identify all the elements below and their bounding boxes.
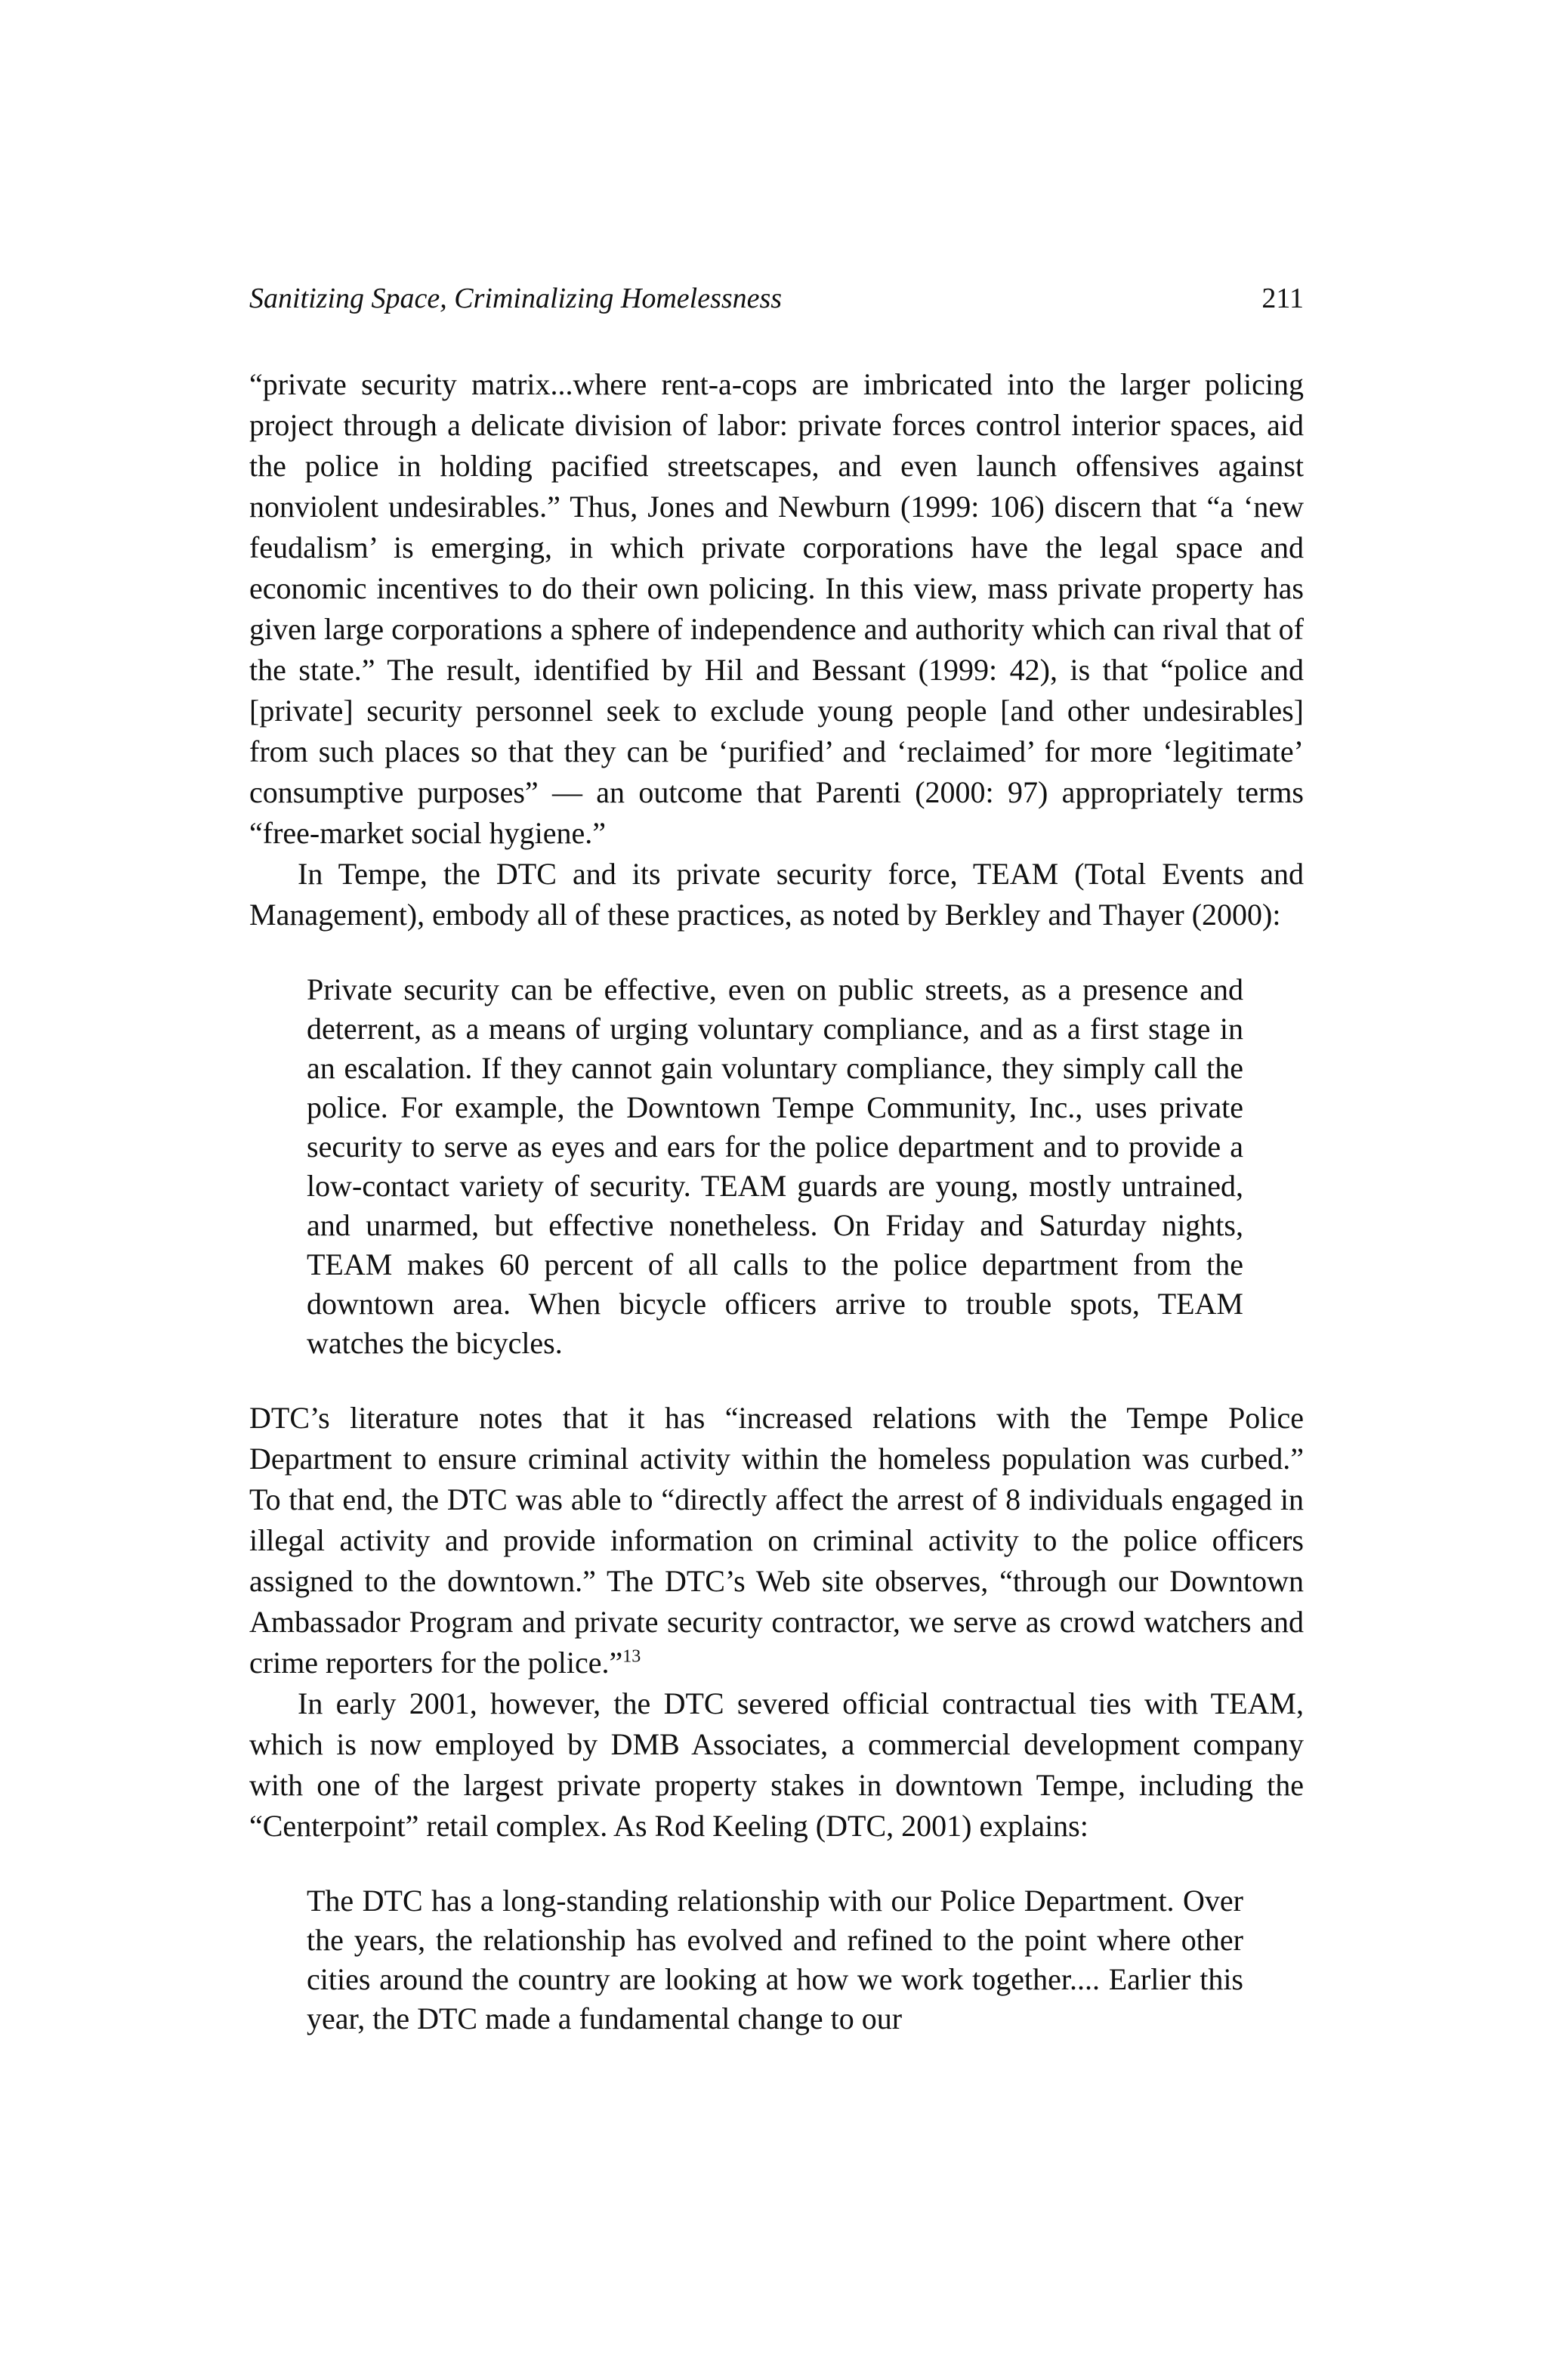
- paragraph-tempe-dtc: In Tempe, the DTC and its private security force, TEAM (Total Events and Management), embody all of these practices, as noted by Berkley and Thayer (2000):: [249, 857, 1304, 932]
- running-header: [249, 280, 1304, 317]
- footnote-marker: 13: [622, 1646, 641, 1667]
- block-quote-berkley-thayer: Private security can be effective, even on public streets, as a presence and deterrent, as a means of urging voluntary compliance, and as a first stage in an escalation. If they cannot gain voluntary compliance, they simply call the police. For example, the Downtown Tempe Community, Inc., uses private security to serve as eyes and ears for the police department and to provide a low-contact variety of security. TEAM guards are young, mostly untrained, and unarmed, but effective nonetheless. On Friday and Saturday nights, TEAM makes 60 percent of all calls to the police department from the downtown area. When bicycle officers arrive to trouble spots, TEAM watches the bicycles.: [307, 972, 1243, 1360]
- paragraph-continuation: “private security matrix...where rent-a-cops are imbricated into the larger policing project through a delicate division of labor: private forces control interior spaces, aid the police in holding pacified streetscapes, and even launch offensives against nonviolent undesirables.” Thus, Jones and Newburn (1999: 106) discern that “a ‘new feudalism’ is emerging, in which private corporations have the legal space and economic incentives to do their own policing. In this view, mass private property has given large corporations a sphere of independence and authority which can rival that of the state.” The result, identified by Hil and Bessant (1999: 42), is that “police and [private] security personnel seek to exclude young people [and other undesirables] from such places so that they can be ‘purified’ and ‘reclaimed’ for more ‘legitimate’ consumptive purposes” — an outcome that Parenti (2000: 97) appropriately terms “free-market social hygiene.”: [249, 367, 1304, 850]
- paragraph-early-2001: In early 2001, however, the DTC severed official contractual ties with TEAM, which is now employed by DMB Associates, a commercial development company with one of the largest private property stakes in downtown Tempe, including the “Centerpoint” retail complex. As Rod Keeling (DTC, 2001) explains:: [249, 1686, 1304, 1843]
- block-quote-rod-keeling: The DTC has a long-standing relationship with our Police Department. Over the years, the relationship has evolved and refined to the point where other cities around the country are looking at how we work together.... Earlier this year, the DTC made a fundamental change to our: [307, 1884, 1243, 2035]
- paragraph-dtc-literature: [249, 1398, 1304, 1683]
- page-number: 211: [1261, 283, 1304, 314]
- running-title: Sanitizing Space, Criminalizing Homelessness: [249, 283, 783, 314]
- paragraph-dtc-literature-text: DTC’s literature notes that it has “increased relations with the Tempe Police Department to ensure criminal activity within the homeless population was curbed.” To that end, the DTC was able to “directly affect the arrest of 8 individuals engaged in illegal activity and provide information on criminal activity to the police officers assigned to the downtown.” The DTC’s Web site observes, “through our Downtown Ambassador Program and private security contractor, we serve as crowd watchers and crime reporters for the police.”: [249, 1401, 1304, 1680]
- body-text: [249, 364, 1304, 2038]
